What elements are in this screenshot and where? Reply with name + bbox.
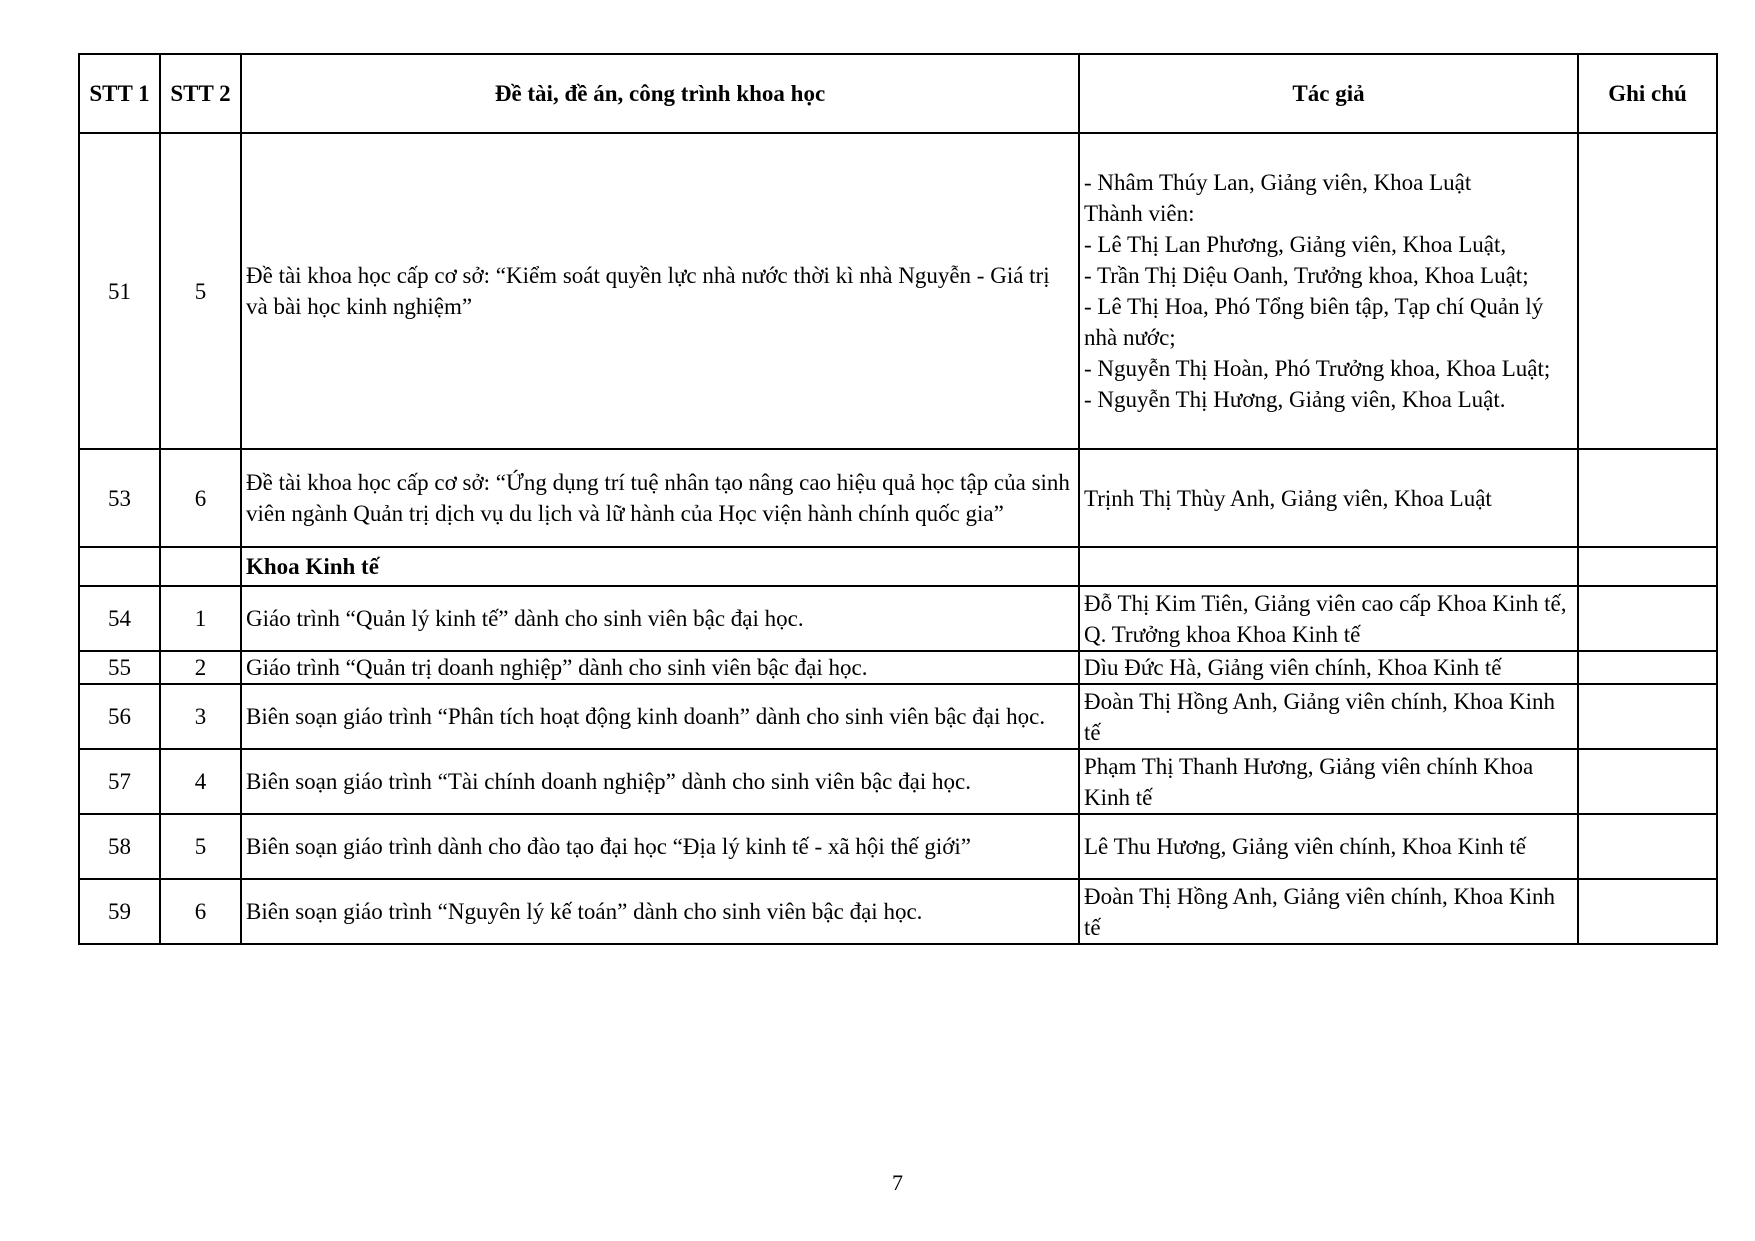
note-cell	[1578, 651, 1717, 684]
title-cell: Biên soạn giáo trình “Tài chính doanh nghiệp” dành cho sinh viên bậc đại học.	[241, 749, 1079, 814]
author-cell: Trịnh Thị Thùy Anh, Giảng viên, Khoa Luật	[1079, 449, 1578, 547]
note-cell	[1578, 749, 1717, 814]
table-row	[79, 749, 1717, 814]
author-cell: Đỗ Thị Kim Tiên, Giảng viên cao cấp Khoa Kinh tế, Q. Trưởng khoa Khoa Kinh tế	[1079, 586, 1578, 651]
author-cell: Đoàn Thị Hồng Anh, Giảng viên chính, Khoa Kinh tế	[1079, 684, 1578, 749]
stt1-cell: 51	[79, 133, 160, 449]
title-cell: Giáo trình “Quản trị doanh nghiệp” dành cho sinh viên bậc đại học.	[241, 651, 1079, 684]
header-row	[79, 54, 1717, 133]
author-cell: Dìu Đức Hà, Giảng viên chính, Khoa Kinh tế	[1079, 651, 1578, 684]
note-cell	[1578, 684, 1717, 749]
header-stt1: STT 1	[79, 54, 160, 133]
stt1-cell: 56	[79, 684, 160, 749]
stt1-cell	[79, 547, 160, 586]
table-row	[79, 684, 1717, 749]
stt2-cell: 6	[160, 449, 241, 547]
title-cell: Biên soạn giáo trình “Nguyên lý kế toán” dành cho sinh viên bậc đại học.	[241, 879, 1079, 944]
stt2-cell: 5	[160, 133, 241, 449]
page-number: 7	[892, 1170, 903, 1195]
table-row	[79, 651, 1717, 684]
header-title: Đề tài, đề án, công trình khoa học	[241, 54, 1079, 133]
stt1-cell: 58	[79, 814, 160, 879]
header-author: Tác giả	[1079, 54, 1578, 133]
note-cell	[1578, 547, 1717, 586]
stt1-cell: 59	[79, 879, 160, 944]
title-cell: Biên soạn giáo trình “Phân tích hoạt động kinh doanh” dành cho sinh viên bậc đại học.	[241, 684, 1079, 749]
author-cell: - Nhâm Thúy Lan, Giảng viên, Khoa Luật Thành viên: - Lê Thị Lan Phương, Giảng viên, Khoa Luật, - Trần Thị Diệu Oanh, Trưởng khoa, Khoa Luật; - Lê Thị Hoa, Phó Tổng biên tập, Tạp chí Quản lý nhà nước; - Nguyễn Thị Hoàn, Phó Trưởng khoa, Khoa Luật; - Nguyễn Thị Hương, Giảng viên, Khoa Luật.	[1079, 133, 1578, 449]
stt1-cell: 57	[79, 749, 160, 814]
author-cell: Đoàn Thị Hồng Anh, Giảng viên chính, Khoa Kinh tế	[1079, 879, 1578, 944]
note-cell	[1578, 586, 1717, 651]
note-cell	[1578, 449, 1717, 547]
stt2-cell	[160, 547, 241, 586]
author-cell: Lê Thu Hương, Giảng viên chính, Khoa Kinh tế	[1079, 814, 1578, 879]
title-cell: Giáo trình “Quản lý kinh tế” dành cho sinh viên bậc đại học.	[241, 586, 1079, 651]
table-row	[79, 586, 1717, 651]
research-table	[78, 53, 1718, 945]
note-cell	[1578, 814, 1717, 879]
table-row	[79, 879, 1717, 944]
stt2-cell: 6	[160, 879, 241, 944]
stt1-cell: 54	[79, 586, 160, 651]
title-cell: Đề tài khoa học cấp cơ sở: “Kiểm soát quyền lực nhà nước thời kì nhà Nguyễn - Giá trị và bài học kinh nghiệm”	[241, 133, 1079, 449]
title-cell: Biên soạn giáo trình dành cho đào tạo đại học “Địa lý kinh tế - xã hội thế giới”	[241, 814, 1079, 879]
section-row	[79, 547, 1717, 586]
section-title: Khoa Kinh tế	[241, 547, 1079, 586]
stt2-cell: 5	[160, 814, 241, 879]
stt2-cell: 2	[160, 651, 241, 684]
table-row	[79, 133, 1717, 449]
header-stt2: STT 2	[160, 54, 241, 133]
author-cell	[1079, 547, 1578, 586]
table-row	[79, 449, 1717, 547]
stt2-cell: 1	[160, 586, 241, 651]
author-cell: Phạm Thị Thanh Hương, Giảng viên chính Khoa Kinh tế	[1079, 749, 1578, 814]
stt2-cell: 3	[160, 684, 241, 749]
header-note: Ghi chú	[1578, 54, 1717, 133]
title-cell: Đề tài khoa học cấp cơ sở: “Ứng dụng trí tuệ nhân tạo nâng cao hiệu quả học tập của sinh viên ngành Quản trị dịch vụ du lịch và lữ hành của Học viện hành chính quốc gia”	[241, 449, 1079, 547]
note-cell	[1578, 879, 1717, 944]
stt1-cell: 55	[79, 651, 160, 684]
stt1-cell: 53	[79, 449, 160, 547]
table-row	[79, 814, 1717, 879]
stt2-cell: 4	[160, 749, 241, 814]
note-cell	[1578, 133, 1717, 449]
